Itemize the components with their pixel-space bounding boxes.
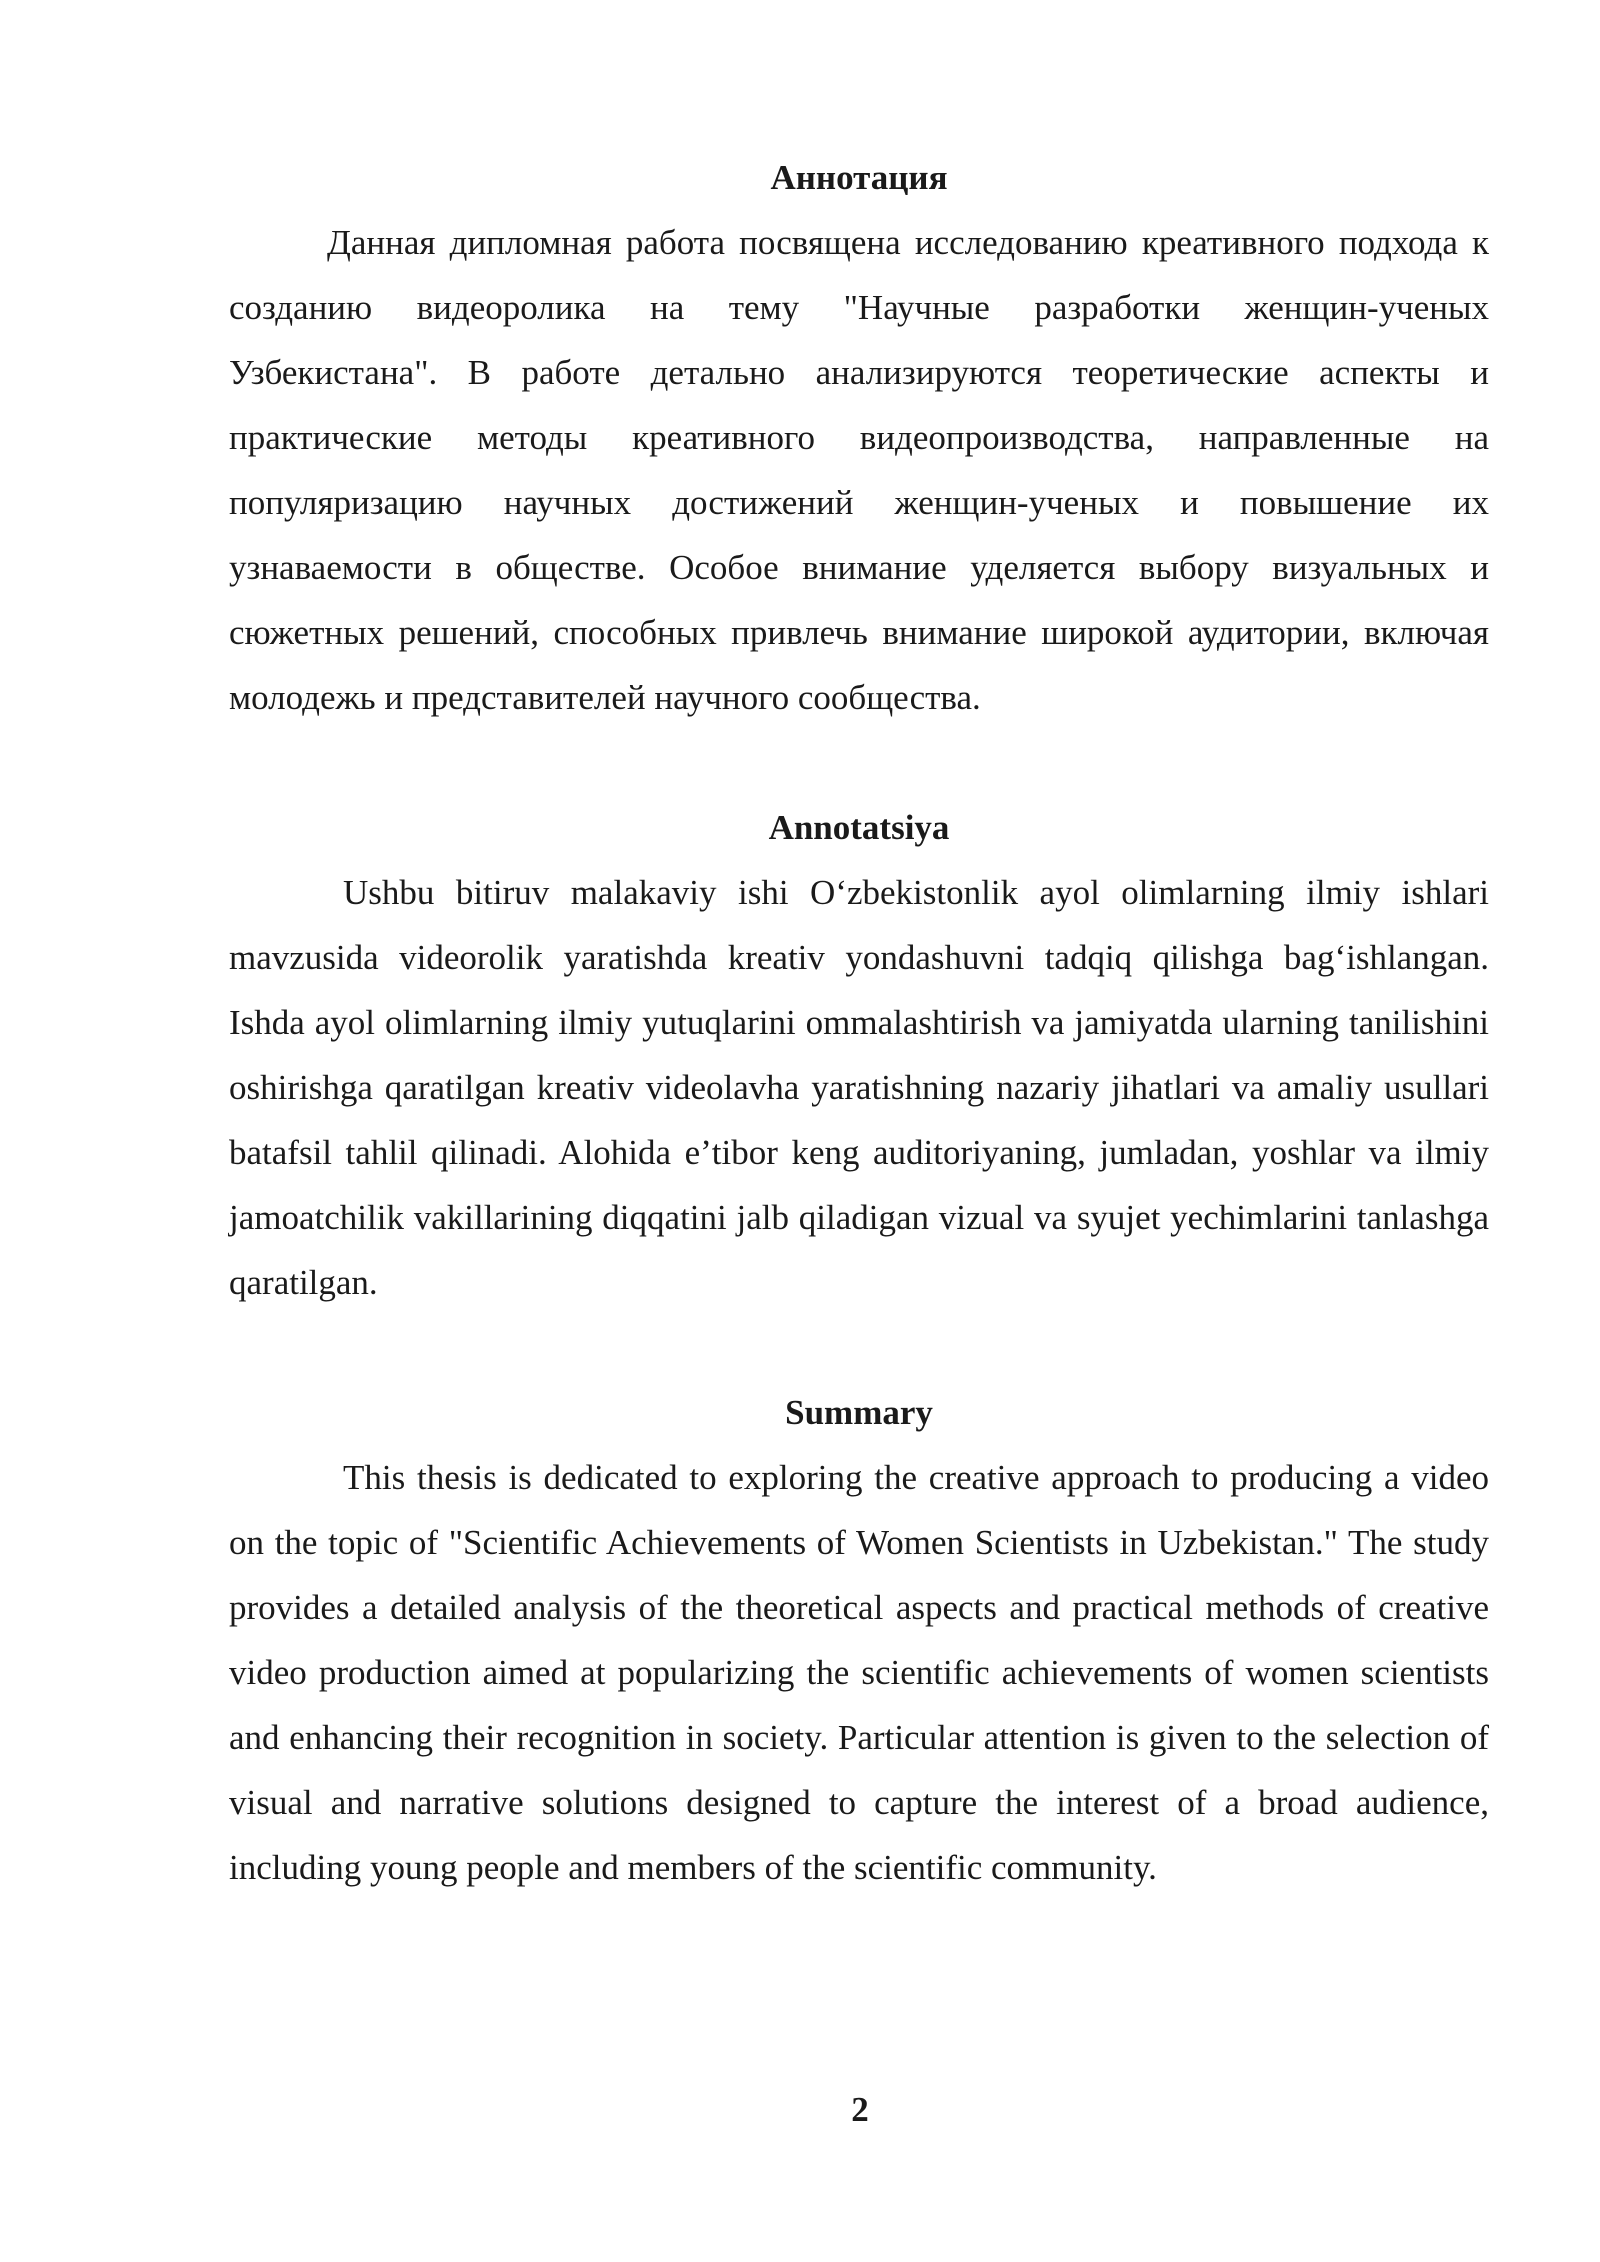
section-paragraph-english: This thesis is dedicated to exploring the creative approach to producing a video on the topic of "Scientific Achievements of Women Scientists in Uzbekistan." The study provides a detailed analysis of the theoretical aspects and practical methods of creative video production aimed at popularizing the scientific achievements of women scientists and enhancing their recognition in society. Particular attention is given to the selection of visual and narrative solutions designed to capture the interest of a broad audience, including young people and members of the scientific community.	[229, 1458, 1489, 1887]
summary-english-section	[229, 1380, 1489, 1900]
section-paragraph-russian: Данная дипломная работа посвящена исследованию креативного подхода к созданию видеоролика на тему "Научные разработки женщин-ученых Узбекистана". В работе детально анализируются теоретические аспекты и практические методы креативного видеопроизводства, направленные на популяризацию научных достижений женщин-ученых и повышение их узнаваемости в обществе. Особое внимание уделяется выбору визуальных и сюжетных решений, способных привлечь внимание широкой аудитории, включая молодежь и представителей научного сообщества.	[229, 223, 1489, 717]
annotation-russian-section	[229, 145, 1489, 730]
section-paragraph-uzbek: Ushbu bitiruv malakaviy ishi Oʻzbekistonlik ayol olimlarning ilmiy ishlari mavzusida videorolik yaratishda kreativ yondashuvni tadqiq qilishga bagʻishlangan. Ishda ayol olimlarning ilmiy yutuqlarini ommalashtirish va jamiyatda ularning tanilishini oshirishga qaratilgan kreativ videolavha yaratishning nazariy jihatlari va amaliy usullari batafsil tahlil qilinadi. Alohida eʼtibor keng auditoriyaning, jumladan, yoshlar va ilmiy jamoatchilik vakillarining diqqatini jalb qiladigan vizual va syujet yechimlarini tanlashga qaratilgan.	[229, 873, 1489, 1302]
section-heading-uzbek: Annotatsiya	[768, 808, 950, 847]
section-heading-english: Summary	[785, 1393, 933, 1432]
page-number: 2	[851, 2090, 869, 2129]
section-heading-russian: Аннотация	[770, 158, 948, 197]
annotation-uzbek-section	[229, 795, 1489, 1315]
